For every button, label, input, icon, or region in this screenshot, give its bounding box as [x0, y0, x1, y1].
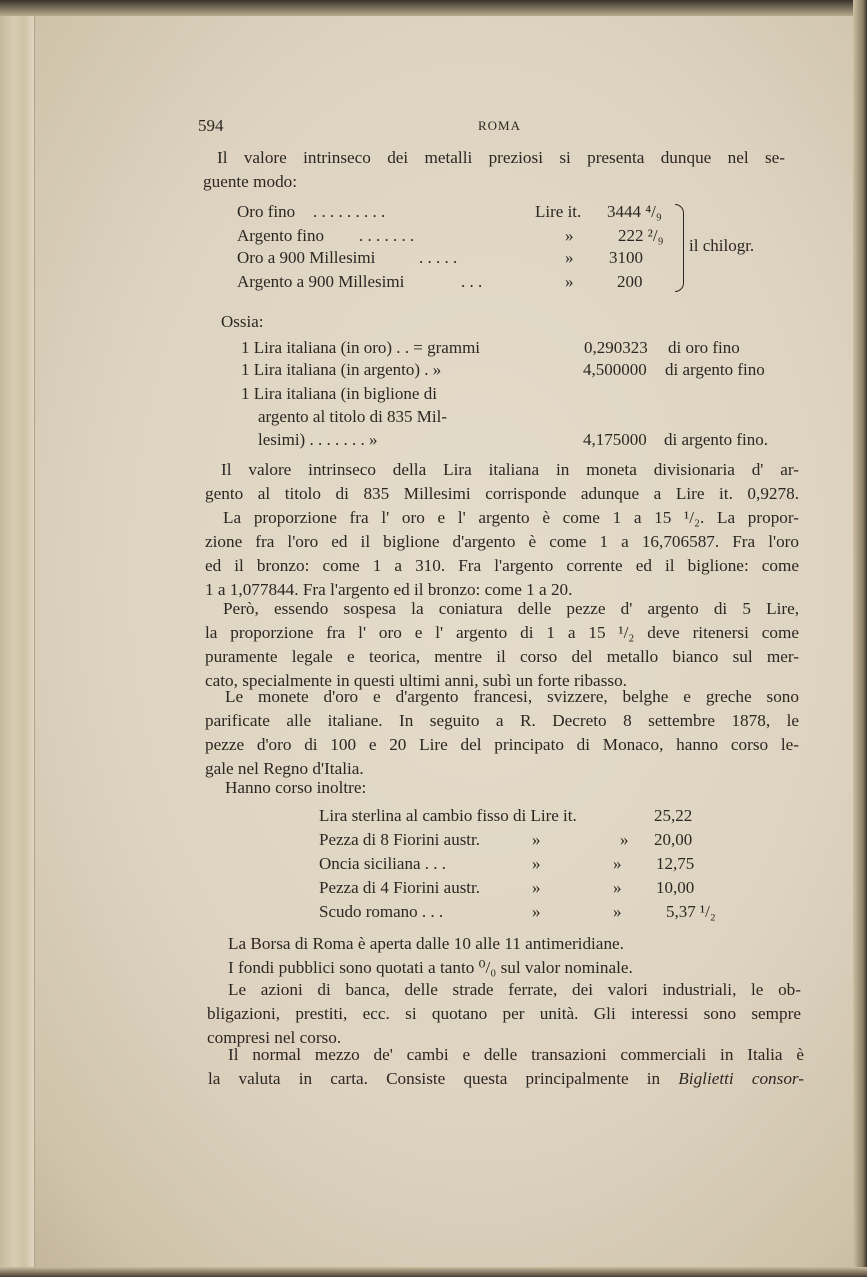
unit: »	[565, 272, 574, 291]
table-row	[258, 407, 447, 427]
ditto-mark: »	[532, 830, 541, 849]
table-row	[237, 202, 662, 222]
brace-decoration	[675, 204, 684, 292]
table-row	[258, 430, 769, 450]
text-line: Hanno corso inoltre:	[225, 778, 367, 797]
brace-label: il chilogr.	[689, 236, 755, 255]
value: 3444 ⁴/₉	[607, 202, 662, 221]
text-line: compresi nel corso.	[207, 1028, 342, 1047]
intro-paragraph	[203, 146, 785, 194]
bottom-edge	[0, 1267, 867, 1277]
text-line: La Borsa di Roma è aperta dalle 10 alle 11 antimeridiane.	[228, 934, 624, 953]
page-number: 594	[198, 116, 224, 135]
leader-dots: . . .	[461, 272, 483, 291]
lira-label: 1 Lira italiana (in argento) . »	[241, 360, 442, 379]
coin-name: Scudo romano . . .	[319, 902, 444, 921]
text-span: la valuta in carta. Consiste questa principalmente in	[208, 1069, 661, 1088]
coin-name: Pezza di 8 Fiorini austr.	[319, 830, 481, 849]
unit: Lire it.	[535, 202, 582, 221]
metal-name: Argento fino	[237, 226, 325, 245]
value: 20,00	[654, 830, 693, 849]
metal-name: Oro fino	[237, 202, 296, 221]
text-line: Però, essendo sospesa la coniatura delle pezze d' argento di 5 Lire,	[223, 599, 799, 618]
value: 200	[617, 272, 643, 291]
description: di argento fino	[665, 360, 765, 379]
lira-label: 1 Lira italiana (in oro) . . = grammi	[241, 338, 481, 357]
paragraph	[205, 685, 799, 781]
metal-name: Oro a 900 Millesimi	[237, 248, 376, 267]
table-row	[241, 360, 765, 380]
value: 25,22	[654, 806, 693, 825]
text-line: puramente legale e teorica, mentre il corso del metallo bianco sul mer-	[205, 647, 799, 666]
paragraph	[205, 458, 799, 506]
right-edge	[853, 0, 867, 1277]
paragraph	[205, 506, 799, 602]
text-line: Le monete d'oro e d'argento francesi, svizzere, belghe e greche sono	[225, 687, 799, 706]
unit: »	[565, 248, 574, 267]
text-line	[208, 1067, 804, 1091]
table-row	[319, 854, 695, 874]
value: 3100	[609, 248, 643, 267]
value: 0,290323	[584, 338, 648, 357]
coin-name: Oncia siciliana . . .	[319, 854, 446, 873]
value: 4,175000	[583, 430, 647, 449]
text-line: Le azioni di banca, delle strade ferrate, dei valori industriali, le ob-	[228, 980, 801, 999]
text-line: gale nel Regno d'Italia.	[205, 759, 364, 778]
text-line: Il normal mezzo de' cambi e delle transazioni commerciali in Italia è	[228, 1045, 804, 1064]
paragraph	[228, 932, 624, 956]
value: 10,00	[656, 878, 695, 897]
value: 222 ²/₉	[618, 226, 664, 245]
description: di argento fino.	[664, 430, 769, 449]
ditto-mark: »	[613, 854, 622, 873]
table-row	[319, 830, 693, 850]
text-line: pezze d'oro di 100 e 20 Lire del principato di Monaco, hanno corso le-	[205, 735, 799, 754]
ditto-mark: »	[620, 830, 629, 849]
text-line: Il valore intrinseco dei metalli preziosi si presenta dunque nel se-	[217, 148, 785, 167]
text-line: guente modo:	[203, 172, 298, 191]
text-line: I fondi pubblici sono quotati a tanto ⁰/₀ sul valor nominale.	[228, 958, 633, 977]
ditto-mark: »	[532, 854, 541, 873]
table-row	[319, 806, 693, 826]
value: 4,500000	[583, 360, 647, 379]
table-row	[241, 338, 740, 358]
running-head: ROMA	[478, 118, 522, 133]
top-edge	[0, 0, 867, 16]
value: 12,75	[656, 854, 695, 873]
paragraph	[225, 776, 366, 800]
text-line: 1 a 1,077844. Fra l'argento ed il bronzo: come 1 a 20.	[205, 580, 573, 599]
leader-dots: . . . . . . . . .	[313, 202, 386, 221]
text-line: parificate alle italiane. In seguito a R. Decreto 8 settembre 1878, le	[205, 711, 799, 730]
table-row	[319, 902, 716, 922]
leader-dots: . . . . . . .	[359, 226, 415, 245]
table-row	[241, 384, 437, 404]
paragraph	[228, 956, 633, 980]
table-row	[319, 878, 695, 898]
ossia-label: Ossia:	[221, 312, 264, 331]
ditto-mark: »	[613, 902, 622, 921]
ditto-mark: »	[532, 878, 541, 897]
description: di oro fino	[668, 338, 740, 357]
text-line: Il valore intrinseco della Lira italiana in moneta divisionaria d' ar-	[221, 460, 799, 479]
coin-name: Pezza di 4 Fiorini austr.	[319, 878, 481, 897]
table-row	[237, 248, 643, 268]
paragraph	[205, 597, 799, 693]
leader-dots: . . . . .	[419, 248, 458, 267]
text-line: la proporzione fra l' oro e l' argento di 1 a 15 ¹/₂ deve ritenersi come	[205, 623, 799, 642]
lira-label: lesimi) . . . . . . . »	[258, 430, 378, 449]
lira-label: argento al titolo di 835 Mil-	[258, 407, 448, 426]
text-line: bligazioni, prestiti, ecc. si quotano per unità. Gli interessi sono sempre	[207, 1004, 801, 1023]
text-line: gento al titolo di 835 Millesimi corrisponde adunque a Lire it. 0,9278.	[205, 484, 799, 503]
ditto-mark: »	[532, 902, 541, 921]
ditto-mark: »	[613, 878, 622, 897]
metal-name: Argento a 900 Millesimi	[237, 272, 405, 291]
text-line: La proporzione fra l' oro e l' argento è come 1 a 15 ¹/₂. La propor-	[223, 508, 799, 527]
table-row	[237, 226, 664, 246]
text-line: zione fra l'oro ed il biglione d'argento è come 1 a 16,706587. Fra l'oro	[205, 532, 799, 551]
text-line: ed il bronzo: come 1 a 310. Fra l'argento corrente ed il biglione: come	[205, 556, 799, 575]
paragraph	[207, 978, 801, 1050]
text-line: cato, specialmente in questi ultimi anni, subì un forte ribasso.	[205, 671, 627, 690]
value: 5,37 ¹/₂	[666, 902, 716, 921]
paragraph	[208, 1043, 804, 1091]
unit: »	[565, 226, 574, 245]
lira-label: 1 Lira italiana (in biglione di	[241, 384, 437, 403]
coin-name: Lira sterlina al cambio fisso di Lire it.	[319, 806, 577, 825]
italic-text-span: Biglietti consor-	[678, 1069, 804, 1088]
page-spine	[0, 0, 35, 1277]
table-row	[237, 272, 643, 292]
